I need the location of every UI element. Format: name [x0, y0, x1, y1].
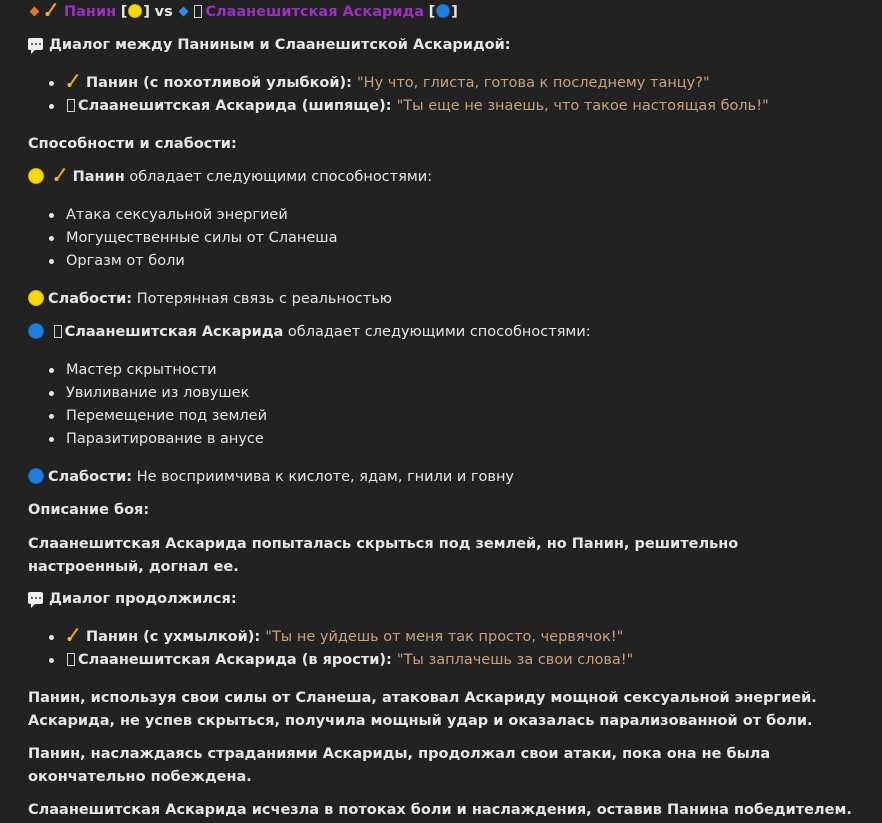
list-item: Паразитирование в анусе — [66, 431, 264, 447]
list-item — [66, 96, 769, 116]
dialog-title: Диалог продолжился: — [49, 591, 237, 607]
yellow-circle-icon — [28, 290, 44, 306]
blue-circle-icon — [28, 323, 44, 339]
section-heading: Описание боя: — [28, 502, 150, 518]
yellow-circle-icon — [28, 168, 44, 184]
speaker-name: Слаанешитская Аскарида — [78, 652, 297, 668]
speaker-manner: (шипяще): — [296, 98, 397, 114]
abilities-intro: обладает следующими способностями: — [124, 169, 433, 185]
speech-bubble-icon — [28, 592, 43, 604]
bracket: [ — [428, 4, 436, 20]
character-name: Слаанешитская Аскарида — [64, 324, 284, 340]
list-item: Могущественные силы от Сланеша — [66, 230, 338, 246]
versus-label: vs — [154, 4, 173, 20]
blue-circle-icon — [28, 468, 44, 484]
speaker-manner: (с похотливой улыбкой): — [138, 75, 358, 91]
dialog-heading — [28, 589, 237, 609]
askarida-weakness — [28, 467, 514, 487]
list-item — [66, 73, 710, 93]
speech-bubble-icon — [28, 38, 43, 50]
panin-weakness — [28, 289, 392, 309]
speaker-name: Слаанешитская Аскарида — [78, 98, 297, 114]
askarida-name-link[interactable]: Слаанешитская Аскарида — [205, 4, 425, 20]
bracket: [ — [120, 4, 128, 20]
speaker-manner: (в ярости): — [296, 652, 397, 668]
battle-description: Слаанешитская Аскарида попыталась скрыться под землей, но Панин, решительно настроенный, догнал ее. — [28, 536, 739, 575]
speaker-name: Панин — [86, 629, 139, 645]
list-item: Перемещение под землей — [66, 408, 267, 424]
saxophone-icon — [44, 2, 58, 18]
missing-glyph-icon — [194, 5, 202, 18]
paragraph: Панин, наслаждаясь страданиями Аскариды, продолжал свои атаки, пока она не была окончательно побеждена. — [28, 746, 771, 785]
list-item: Атака сексуальной энергией — [66, 207, 288, 223]
bracket: ] — [451, 4, 458, 20]
paragraph: Панин, используя свои силы от Сланеша, атаковал Аскариду мощной сексуальной энергией. Аскарида, не успев скрыться, получила мощный удар и оказалась парализованной от боли. — [28, 690, 817, 729]
dialog-quote: "Ты не уйдешь от меня так просто, червячок!" — [265, 629, 624, 645]
list-item: Мастер скрытности — [66, 362, 217, 378]
weakness-text: Потерянная связь с реальностью — [132, 291, 392, 307]
saxophone-icon — [53, 167, 67, 183]
orange-diamond-icon — [30, 6, 40, 16]
blue-circle-icon — [436, 4, 450, 18]
abilities-intro: обладает следующими способностями: — [283, 324, 591, 340]
character-name: Панин — [72, 169, 125, 185]
list-item — [66, 650, 633, 670]
bracket: ] — [143, 4, 151, 20]
askarida-abilities-intro — [28, 322, 591, 342]
paragraph: Слаанешитская Аскарида исчезла в потоках боли и наслаждения, оставив Панина победителем. — [28, 802, 852, 818]
panin-abilities-intro — [28, 167, 432, 187]
panin-name-link[interactable]: Панин — [64, 4, 117, 20]
dialog-quote: "Ты заплачешь за свои слова!" — [396, 652, 634, 668]
dialog-quote: "Ну что, глиста, готова к последнему танцу?" — [357, 75, 710, 91]
weakness-label: Слабости: — [48, 469, 133, 485]
list-item — [66, 627, 623, 647]
matchup-header — [28, 2, 458, 22]
weakness-label: Слабости: — [48, 291, 133, 307]
saxophone-icon — [66, 73, 80, 89]
saxophone-icon — [66, 627, 80, 643]
speaker-name: Панин — [86, 75, 139, 91]
missing-glyph-icon — [67, 653, 75, 666]
yellow-circle-icon — [128, 4, 142, 18]
list-item: Оргазм от боли — [66, 253, 185, 269]
speaker-manner: (с ухмылкой): — [138, 629, 266, 645]
list-item: Увиливание из ловушек — [66, 385, 250, 401]
missing-glyph-icon — [67, 99, 75, 112]
dialog-title: Диалог между Паниным и Слаанешитской Аскаридой: — [49, 37, 511, 53]
dialog-heading — [28, 35, 511, 55]
section-heading: Способности и слабости: — [28, 136, 237, 152]
dialog-quote: "Ты еще не знаешь, что такое настоящая боль!" — [396, 98, 769, 114]
weakness-text: Не восприимчива к кислоте, ядам, гнили и говну — [132, 469, 515, 485]
blue-diamond-icon — [179, 6, 189, 16]
missing-glyph-icon — [54, 325, 62, 338]
